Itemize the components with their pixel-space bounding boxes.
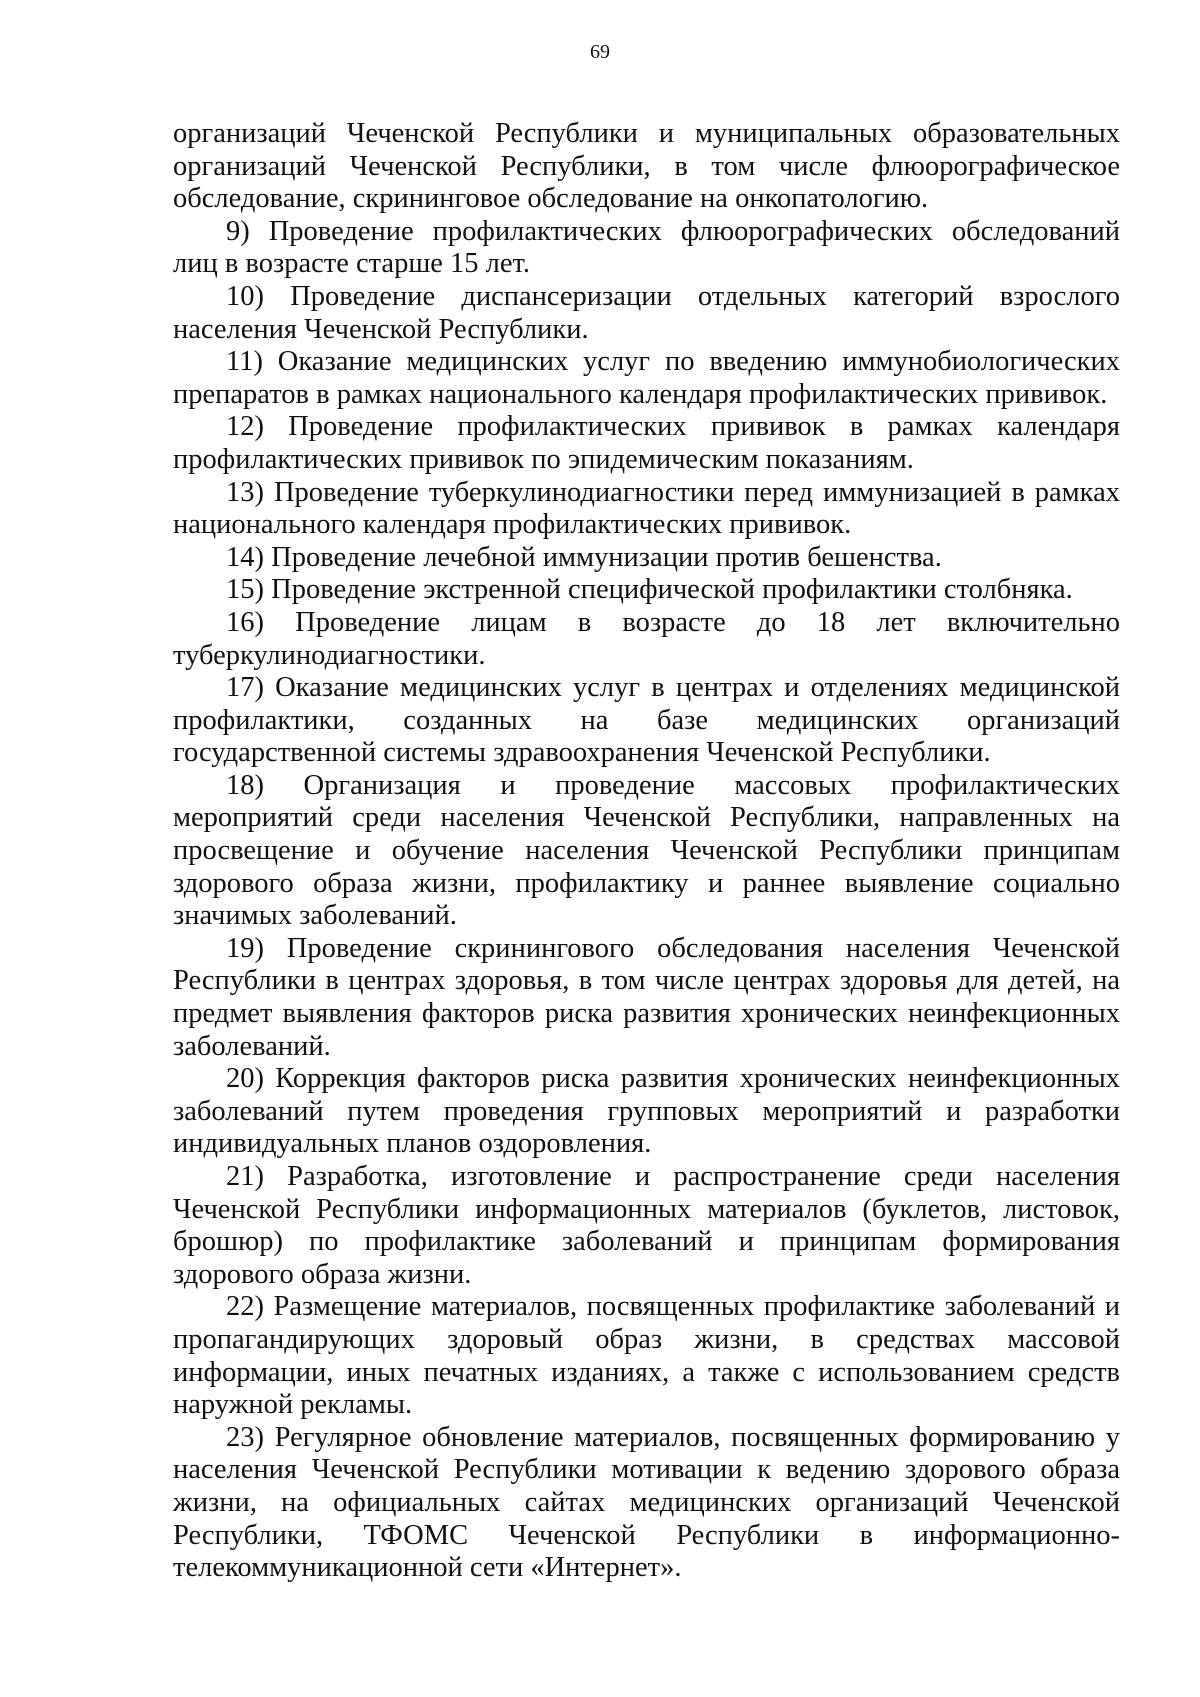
list-item-18: 18) Организация и проведение массовых профилактических мероприятий среди населения Чеченской Республики, направленных на просвещение и обучение населения Чеченской Республики принципам здорового образа жизни, профилактику и раннее выявление социально значимых заболеваний.	[173, 769, 1120, 932]
paragraph-continuation: организаций Чеченской Республики и муниципальных образовательных организаций Чеченской Республики, в том числе флюорографическое обследование, скрининговое обследование на онкопатологию.	[173, 118, 1120, 215]
page-number: 69	[590, 41, 610, 63]
list-item-16: 16) Проведение лицам в возрасте до 18 лет включительно туберкулинодиагностики.	[173, 606, 1120, 671]
list-item-20: 20) Коррекция факторов риска развития хронических неинфекционных заболеваний путем проведения групповых мероприятий и разработки индивидуальных планов оздоровления.	[173, 1063, 1120, 1160]
list-item-21: 21) Разработка, изготовление и распространение среди населения Чеченской Республики информационных материалов (буклетов, листовок, брошюр) по профилактике заболеваний и принципам формирования здорового образа жизни.	[173, 1161, 1120, 1290]
list-item-11: 11) Оказание медицинских услуг по введению иммунобиологических препаратов в рамках национального календаря профилактических прививок.	[173, 346, 1120, 410]
document-body	[173, 118, 1120, 1585]
list-item-13: 13) Проведение туберкулинодиагностики перед иммунизацией в рамках национального календаря профилактических прививок.	[173, 476, 1120, 541]
list-item-23: 23) Регулярное обновление материалов, посвященных формированию у населения Чеченской Республики мотивации к ведению здорового образа жизни, на официальных сайтах медицинских организаций Чеченской Республики, ТФОМС Чеченской Республики в информационно-телекоммуникационной сети «Интернет».	[173, 1421, 1120, 1584]
list-item-15: 15) Проведение экстренной специфической профилактики столбняка.	[226, 574, 1073, 606]
list-item-19: 19) Проведение скринингового обследования населения Чеченской Республики в центрах здоровья, в том числе центрах здоровья для детей, на предмет выявления факторов риска развития хронических неинфекционных заболеваний.	[173, 932, 1120, 1062]
list-item-9: 9) Проведение профилактических флюорографических обследований лиц в возрасте старше 15 лет.	[173, 215, 1120, 280]
list-item-17: 17) Оказание медицинских услуг в центрах и отделениях медицинской профилактики, созданных на базе медицинских организаций государственной системы здравоохранения Чеченской Республики.	[173, 672, 1120, 769]
list-item-10: 10) Проведение диспансеризации отдельных категорий взрослого населения Чеченской Республики.	[173, 280, 1120, 345]
list-item-12: 12) Проведение профилактических прививок в рамках календаря профилактических прививок по эпидемическим показаниям.	[173, 411, 1120, 475]
list-item-22: 22) Размещение материалов, посвященных профилактике заболеваний и пропагандирующих здоровый образ жизни, в средствах массовой информации, иных печатных изданиях, а также с использованием средств наружной рекламы.	[173, 1291, 1120, 1421]
list-item-14: 14) Проведение лечебной иммунизации против бешенства.	[226, 541, 942, 573]
